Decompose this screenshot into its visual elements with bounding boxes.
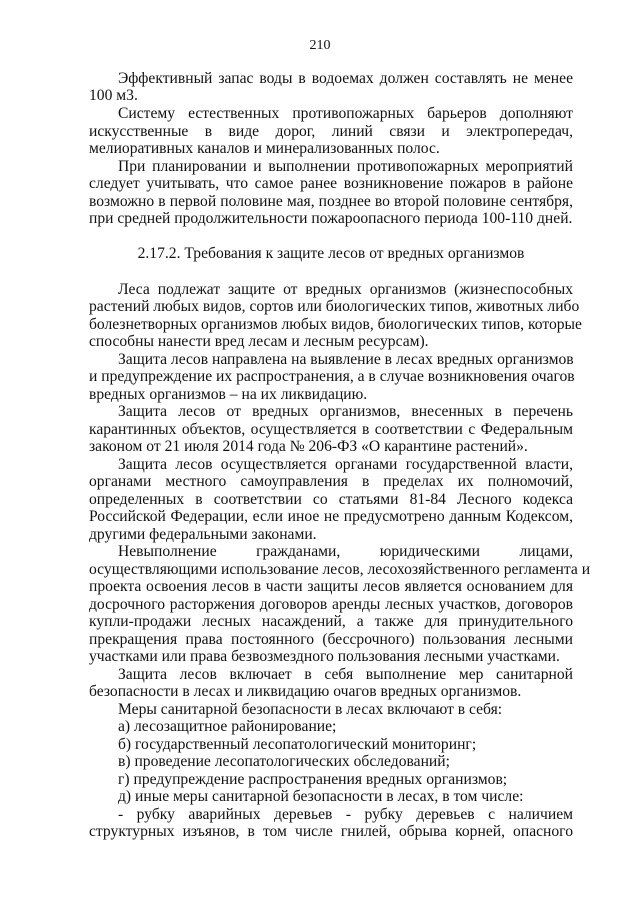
text-line: 100 м3. — [89, 87, 138, 104]
text-line: структурных изъянов, в том числе гнилей, обрыва корней, опасного — [89, 823, 573, 840]
text-line: д) иные меры санитарной безопасности в лесах, в том числе: — [118, 788, 524, 805]
text-line: органами местного самоуправления в пределах их полномочий, — [89, 473, 573, 490]
text-line: и предупреждение их распространения, а в случае возникновения очагов — [89, 368, 575, 385]
text-line: осуществляющими использование лесов, лесохозяйственного регламента и — [89, 561, 591, 578]
text-line: участками или права безвозмездного пользования лесными участками. — [89, 648, 560, 665]
text-line: Меры санитарной безопасности в лесах включают в себя: — [118, 701, 503, 718]
text-line: г) предупреждение распространения вредных организмов; — [118, 771, 508, 788]
text-line: Леса подлежат защите от вредных организмов (жизнеспособных — [118, 281, 573, 298]
text-line: в) проведение лесопатологических обследований; — [118, 753, 450, 770]
text-line: карантинных объектов, осуществляется в соответствии с Федеральным — [89, 421, 573, 438]
text-line: Защита лесов осуществляется органами государственной власти, — [118, 456, 573, 473]
text-line: возможно в первой половине мая, позднее во второй половине сентября, — [89, 193, 573, 210]
text-line: следует учитывать, что самое ранее возникновение пожаров в районе — [89, 175, 573, 192]
text-line: купли-продажи лесных насаждений, а также для принудительного — [89, 613, 573, 630]
text-line: растений любых видов, сортов или биологических типов, животных либо — [89, 298, 580, 315]
text-line: а) лесозащитное районирование; — [118, 718, 337, 735]
text-line: другими федеральными законами. — [89, 526, 317, 543]
text-line: прекращения права постоянного (бессрочного) пользования лесными — [89, 631, 573, 648]
text-line: досрочного расторжения договоров аренды лесных участков, договоров — [89, 596, 573, 613]
text-line: Невыполнение гражданами, юридическими лицами, — [118, 543, 573, 560]
text-line: Защита лесов направлена на выявление в лесах вредных организмов — [118, 351, 574, 368]
text-line: Систему естественных противопожарных барьеров дополняют — [118, 105, 573, 122]
text-line: Российской Федерации, если иное не предусмотрено данным Кодексом, — [89, 508, 573, 525]
text-line: При планировании и выполнении противопожарных мероприятий — [118, 158, 573, 175]
text-line: искусственные в виде дорог, линий связи и электропередач, — [89, 123, 573, 140]
text-line: Защита лесов включает в себя выполнение мер санитарной — [118, 666, 573, 683]
text-line: при средней продолжительности пожароопасного периода 100-110 дней. — [89, 210, 573, 227]
text-line: способны нанести вред лесам и лесным ресурсам). — [89, 333, 429, 350]
text-line: законом от 21 июля 2014 года № 206-ФЗ «О карантине растений». — [89, 438, 528, 455]
text-line: определенных в соответствии со статьями 81-84 Лесного кодекса — [89, 491, 573, 508]
text-line: проекта освоения лесов в части защиты лесов является основанием для — [89, 578, 573, 595]
text-line: вредных организмов – на их ликвидацию. — [89, 386, 368, 403]
text-line: б) государственный лесопатологический мониторинг; — [118, 736, 477, 753]
text-line: - рубку аварийных деревьев - рубку деревьев с наличием — [118, 806, 573, 823]
text-line: мелиоративных каналов и минерализованных полос. — [89, 140, 440, 157]
text-line: безопасности в лесах и ликвидацию очагов вредных организмов. — [89, 683, 522, 700]
text-line: Защита лесов от вредных организмов, внесенных в перечень — [118, 403, 573, 420]
page-number: 210 — [309, 38, 331, 53]
text-line: Эффективный запас воды в водоемах должен составлять не менее — [118, 70, 573, 87]
text-line: 2.17.2. Требования к защите лесов от вредных организмов — [137, 245, 525, 262]
text-line: болезнетворных организмов любых видов, биологических типов, которые — [89, 316, 582, 333]
